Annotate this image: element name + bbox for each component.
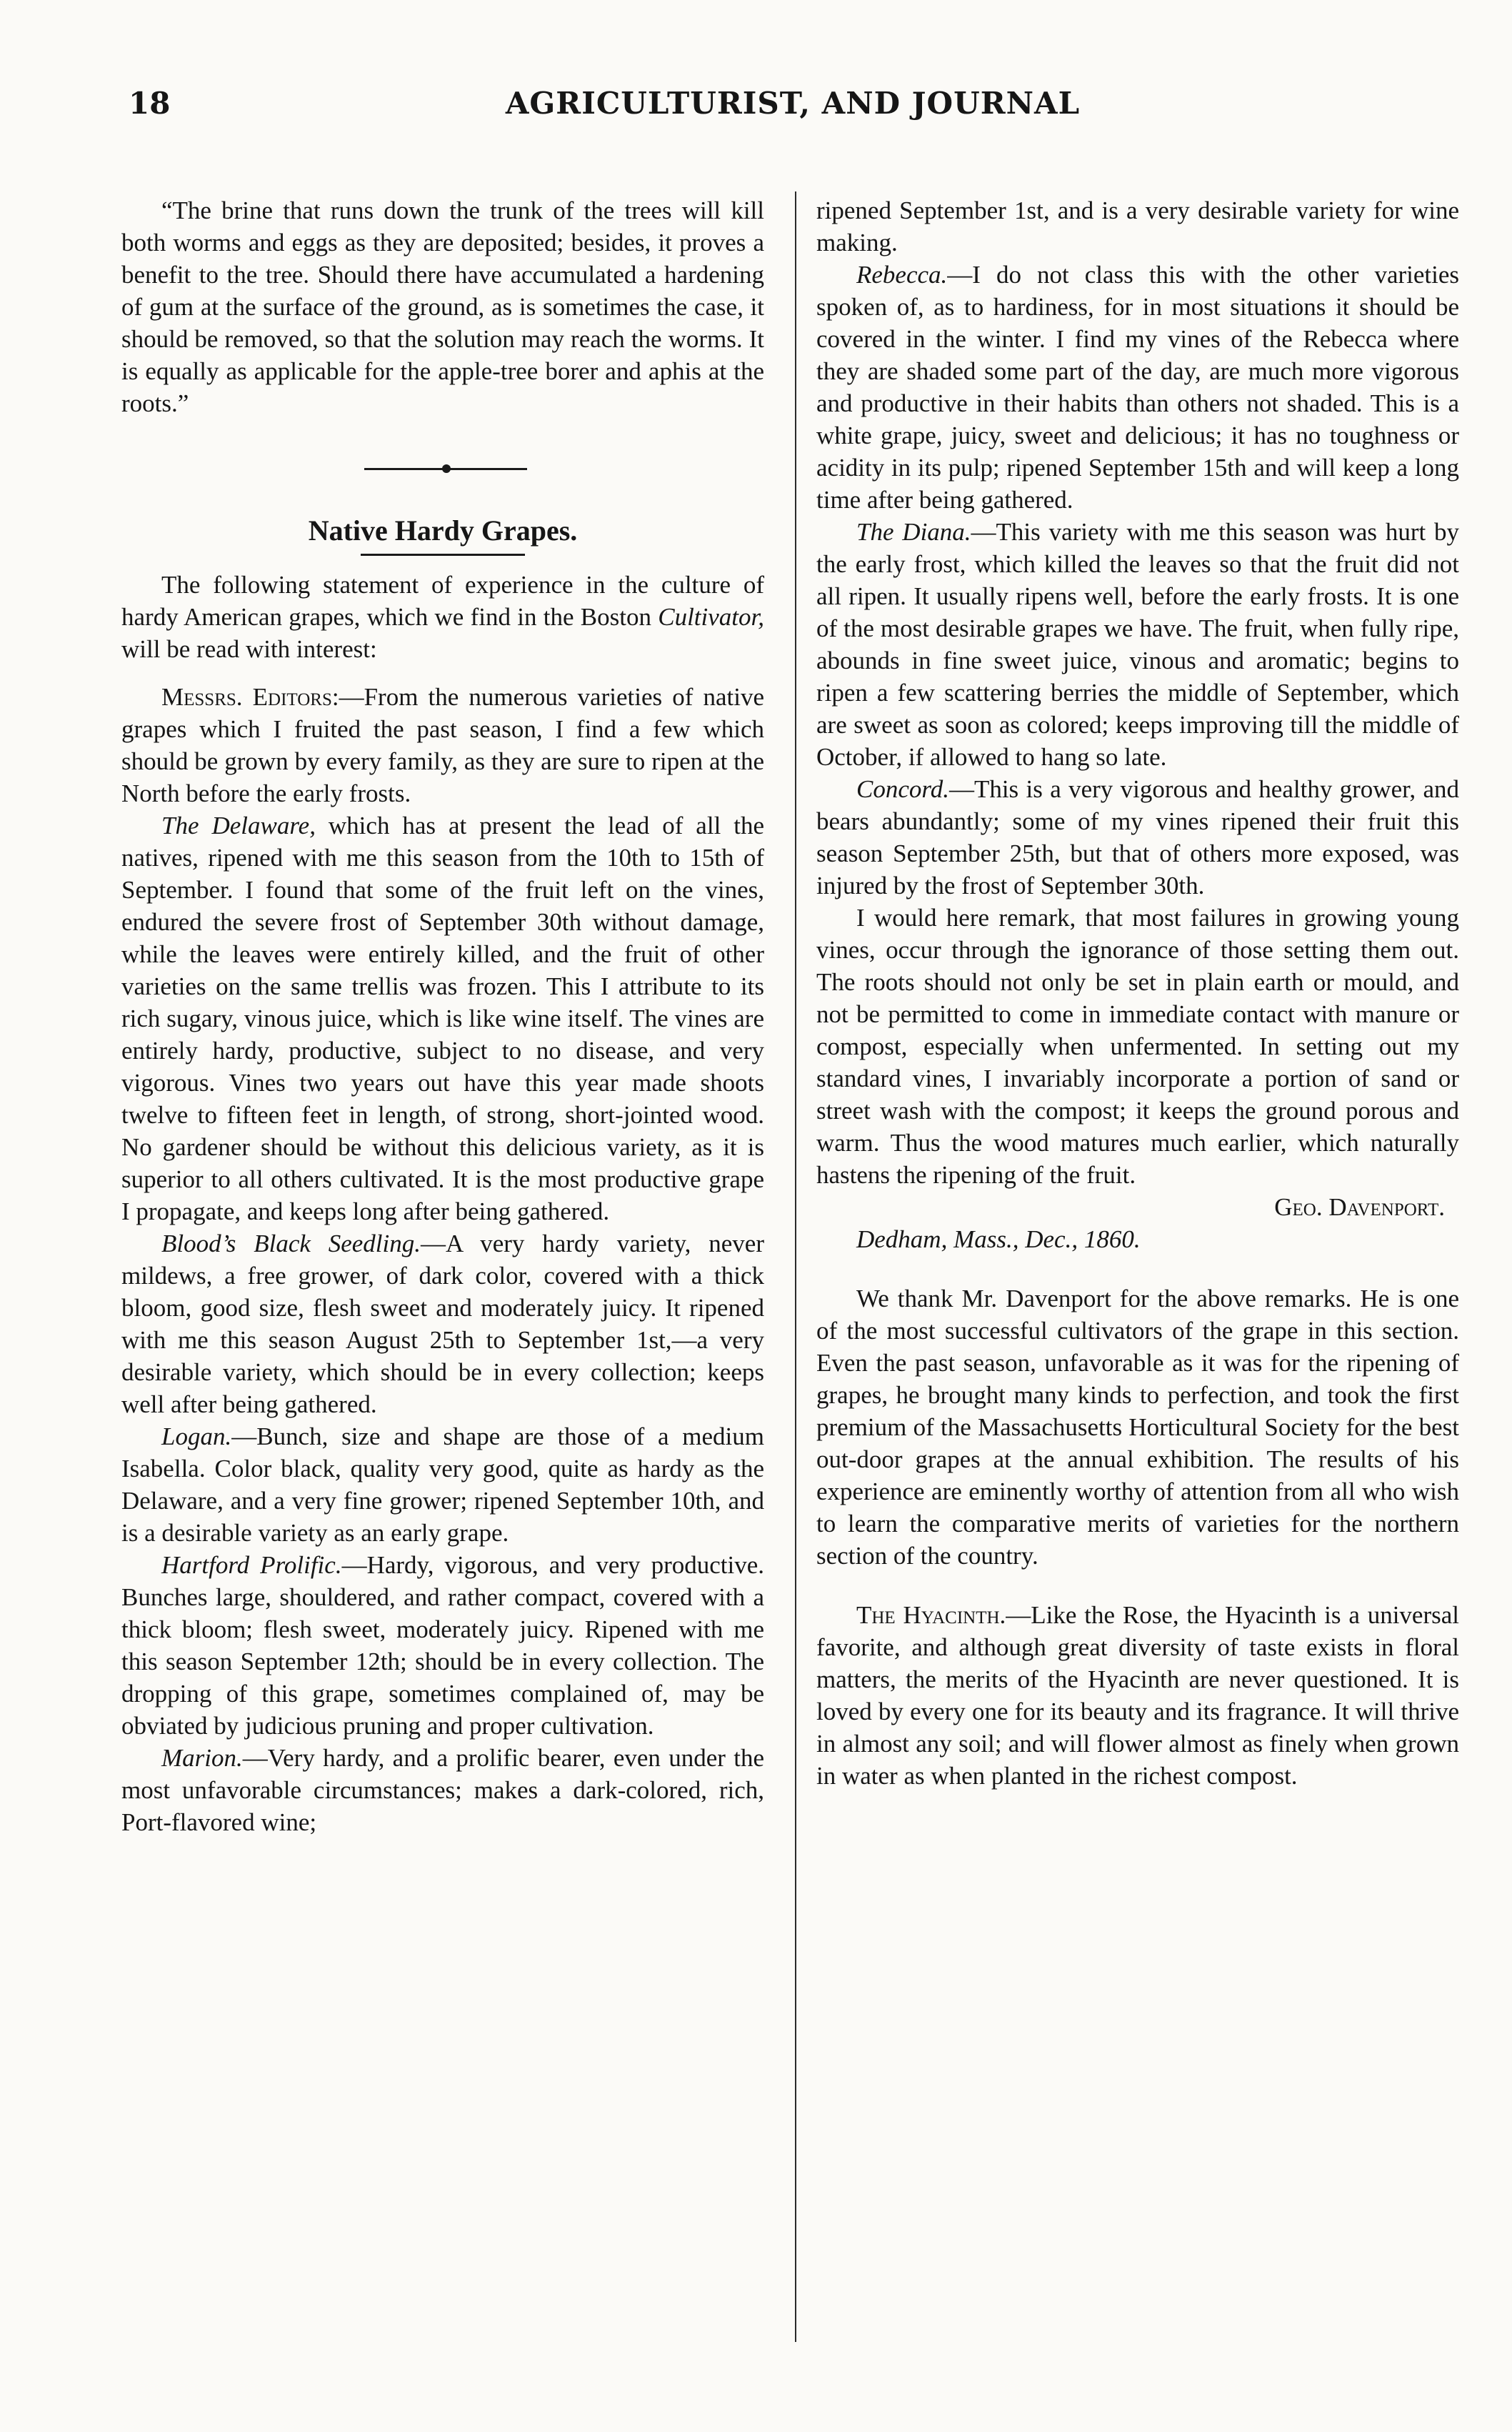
variety-logan: Logan. [161,1422,232,1450]
concord-paragraph [816,773,1459,902]
marion-text: —Very hardy, and a prolific bearer, even under the most unfavorable circumstances; makes a dark-colored, rich, Port-flavored wine; [121,1744,764,1836]
bloods-paragraph [121,1227,764,1420]
marion-paragraph [121,1742,764,1838]
salutation-rest: :—From the numerous varieties of native grapes which I fruited the past season, I find a few which should be grown by every family, as they are sure to ripen at the North before the early frosts. [121,683,764,807]
article-heading: Native Hardy Grapes. [308,514,578,547]
column-rule [795,191,796,2342]
right-column [816,194,1459,1792]
variety-delaware: The Delaware, [161,812,316,839]
hartford-text: —Hardy, vigorous, and very productive. Bunches large, shouldered, and rather compact, covered with a thick bloom; flesh sweet, moderately juicy. Ripened with me this season September 12th; should be in every collection. The dropping of this grape, sometimes complained of, may be obviated by judicious pruning and proper cultivation. [121,1551,764,1740]
variety-rebecca: Rebecca. [856,261,948,289]
intro-text-a: The following statement of experience in the culture of hardy American grapes, which we find in the Boston [121,571,764,631]
intro-paragraph [121,569,764,665]
bloods-text: —A very hardy variety, never mildews, a free grower, of dark color, covered with a thick bloom, good size, flesh sweet and moderately juicy. It ripened with me this season August 25th to September 1st,—a very desirable variety, which should be in every collection; keeps well after being gathered. [121,1230,765,1418]
rebecca-text: —I do not class this with the other varieties spoken of, as to hardiness, for in most situations it should be covered in the winter. I find my vines of the Rebecca where they are shaded some part of the day, are much more vigorous and productive in their habits than others not shaded. This is a white grape, juicy, sweet and delicious; it has no toughness or acidity in its pulp; ripened September 15th and will keep a long time after being gathered. [816,261,1459,514]
signature: Geo. Davenport. [1274,1193,1445,1221]
logan-paragraph [121,1420,764,1549]
variety-diana: The Diana. [856,518,971,546]
delaware-text: which has at present the lead of all the natives, ripened with me this season from the 10th to 15th of September. I found that some of the fruit left on the vines, endured the severe frost of September 30th without damage, while the leaves were entirely killed, and the fruit of other varieties on the same trellis was frozen. This I attribute to its rich sugary, vinous juice, which is like wine itself. The vines are entirely hardy, productive, subject to no disease, and very vigorous. Vines two years out have this year made shoots twelve to fifteen feet in length, of strong, short-jointed wood. No gardener should be without this delicious variety, as it is superior to all others cultivated. It is the most productive grape I propagate, and keeps long after being gathered. [121,812,764,1225]
page-header [114,77,1471,134]
variety-concord: Concord. [856,775,949,803]
marion-continuation: ripened September 1st, and is a very desirable variety for wine making. [816,196,1459,256]
intro-paper-name: Cultivator, [658,603,765,631]
diana-paragraph [816,516,1459,773]
dateline: Dedham, Mass., Dec., 1860. [856,1225,1141,1253]
running-title: AGRICULTURIST, AND JOURNAL [505,86,1081,121]
hyacinth-paragraph [816,1599,1459,1792]
intro-text-b: will be read with interest: [121,635,377,663]
page-number: 18 [129,86,171,121]
hyacinth-lead: The Hyacinth. [856,1601,1006,1629]
section-separator [121,461,764,478]
variety-marion: Marion. [161,1744,243,1772]
remark-paragraph: I would here remark, that most failures in growing young vines, occur through the ignorance of those setting them out. The roots should not only be set in plain earth or mould, and not be permitted to come in immediate contact with manure or compost, especially when unfermented. In setting out my standard vines, I invariably incorporate a portion of sand or street wash with the compost; it keeps the ground porous and warm. Thus the wood matures much earlier, which naturally hastens the ripening of the fruit. [816,904,1459,1189]
separator-dot [442,464,451,473]
variety-bloods-black-seedling: Blood’s Black Seedling. [161,1230,421,1257]
rebecca-paragraph [816,259,1459,516]
editor-note-paragraph: We thank Mr. Davenport for the above remarks. He is one of the most successful cultivators of the grape in this section. Even the past season, unfavorable as it was for the ripening of grapes, he brought many kinds to perfection, and took the first premium of the Massachusetts Horticultural Society for the best out-door grapes at the annual exhibition. The results of his experience are eminently worthy of attention from all who wish to learn the comparative merits of varieties for the northern section of the country. [816,1285,1459,1570]
salutation: Messrs. Editors [161,683,332,711]
hyacinth-text: —Like the Rose, the Hyacinth is a universal favorite, and although great diversity of taste exists in floral matters, the merits of the Hyacinth are never questioned. It is loved by every one for its beauty and its fragrance. It will thrive in almost any soil; and will flower almost as finely when grown in water as when planted in the richest compost. [816,1601,1459,1790]
letter-opening [121,681,764,809]
variety-hartford-prolific: Hartford Prolific. [161,1551,342,1579]
hartford-paragraph [121,1549,764,1742]
delaware-paragraph [121,809,764,1227]
logan-text: —Bunch, size and shape are those of a medium Isabella. Color black, quality very good, quite as hardy as the Delaware, and a very fine grower; ripened September 10th, and is a desirable variety as an early grape. [121,1422,764,1547]
heading-rule [361,554,525,556]
concord-text: —This is a very vigorous and healthy grower, and bears abundantly; some of my vines ripened their fruit this season September 25th, but that of others more exposed, was injured by the frost of September 30th. [816,775,1459,899]
quote-paragraph: “The brine that runs down the trunk of the trees will kill both worms and eggs as they are deposited; besides, it proves a benefit to the tree. Should there have accumulated a hardening of gum at the surface of the ground, as is sometimes the case, it should be removed, so that the solution may reach the worms. It is equally as applicable for the apple-tree borer and aphis at the roots.” [121,196,764,417]
left-column [121,194,764,1838]
diana-text: —This variety with me this season was hurt by the early frost, which killed the leaves so that the fruit did not all ripen. It usually ripens well, before the early frosts. It is one of the most desirable grapes we have. The fruit, when fully ripe, abounds in fine sweet juice, vinous and aromatic; begins to ripen a few scattering berries the middle of September, which are sweet as soon as colored; keeps improving till the middle of October, if allowed to hang so late. [816,518,1459,771]
